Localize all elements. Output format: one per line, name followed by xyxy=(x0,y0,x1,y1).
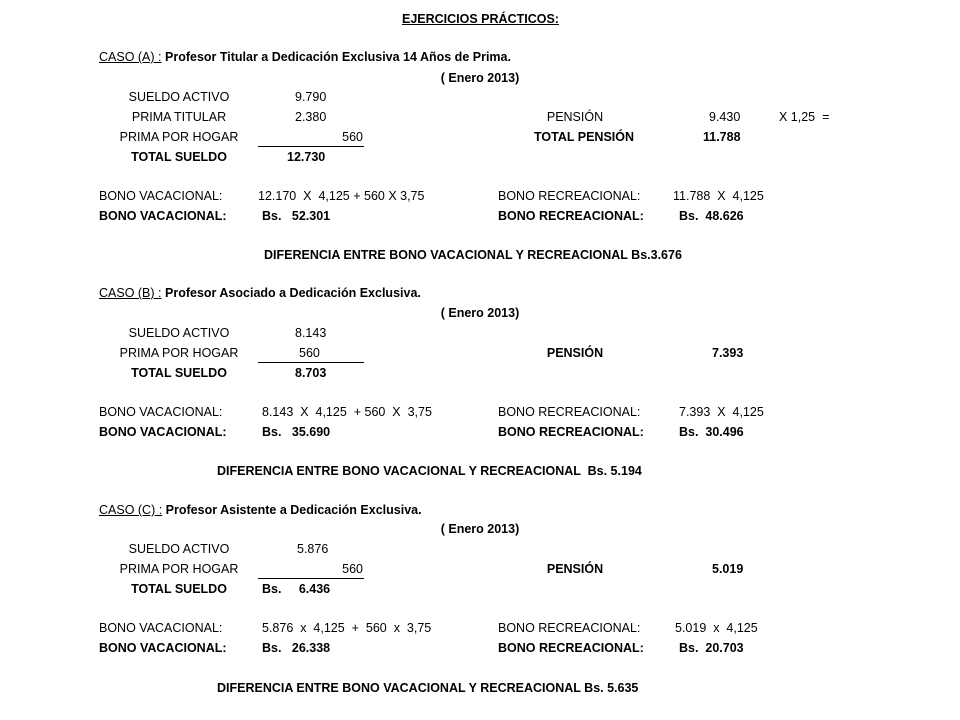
case-a-bono-vac-formula: 12.170 X 4,125 + 560 X 3,75 xyxy=(258,189,425,203)
case-b-pension-label: PENSIÓN xyxy=(546,346,604,360)
case-c-total-label: TOTAL SUELDO xyxy=(131,582,227,596)
case-c-description: Profesor Asistente a Dedicación Exclusiva. xyxy=(162,503,422,517)
case-a-bono-vac-label: BONO VACACIONAL: xyxy=(99,189,223,203)
case-c-bono-rec-result-label: BONO RECREACIONAL: xyxy=(498,641,644,655)
case-a-heading xyxy=(99,49,511,65)
case-b-diferencia: DIFERENCIA ENTRE BONO VACACIONAL Y RECREACIONAL Bs. 5.194 xyxy=(217,464,642,478)
case-b-row-label: SUELDO ACTIVO xyxy=(128,326,230,340)
case-b-description: Profesor Asociado a Dedicación Exclusiva. xyxy=(161,286,421,300)
case-c-bono-vac-result-label: BONO VACACIONAL: xyxy=(99,641,227,655)
case-c-bono-rec-result: Bs. 20.703 xyxy=(679,641,744,655)
case-b-total-value: 8.703 xyxy=(295,366,327,380)
case-b-pension-value: 7.393 xyxy=(712,346,744,360)
case-c-bono-rec-label: BONO RECREACIONAL: xyxy=(498,621,641,635)
case-c-row-label: SUELDO ACTIVO xyxy=(128,542,230,556)
case-b-row-value: 8.143 xyxy=(295,326,327,340)
case-c-row-value: 5.876 xyxy=(297,542,329,556)
case-b-heading xyxy=(99,285,421,301)
case-a-row-value: 560 xyxy=(342,130,363,144)
case-a-bono-vac-result: Bs. 52.301 xyxy=(262,209,331,223)
case-b-bono-rec-result: Bs. 30.496 xyxy=(679,425,744,439)
case-c-bono-vac-formula: 5.876 x 4,125 + 560 x 3,75 xyxy=(262,621,432,635)
case-b-label: CASO (B) : xyxy=(99,286,162,300)
case-a-row-value: 9.790 xyxy=(295,90,327,104)
case-a-bono-rec-result-label: BONO RECREACIONAL: xyxy=(498,209,644,223)
case-c-row-label: PRIMA POR HOGAR xyxy=(119,562,239,576)
case-b-bono-rec-formula: 7.393 X 4,125 xyxy=(679,405,764,419)
case-b-bono-rec-result-label: BONO RECREACIONAL: xyxy=(498,425,644,439)
case-c-diferencia: DIFERENCIA ENTRE BONO VACACIONAL Y RECREACIONAL Bs. 5.635 xyxy=(217,681,639,695)
case-b-row-label: PRIMA POR HOGAR xyxy=(119,346,239,360)
case-b-bono-rec-label: BONO RECREACIONAL: xyxy=(498,405,641,419)
case-b-sum-line xyxy=(258,362,364,363)
page-title: EJERCICIOS PRÁCTICOS: xyxy=(402,12,559,26)
case-a-description: Profesor Titular a Dedicación Exclusiva 14 Años de Prima. xyxy=(161,50,511,64)
case-a-bono-vac-result-label: BONO VACACIONAL: xyxy=(99,209,227,223)
case-b-bono-vac-result-label: BONO VACACIONAL: xyxy=(99,425,227,439)
case-b-bono-vac-formula: 8.143 X 4,125 + 560 X 3,75 xyxy=(262,405,432,419)
case-a-total-pension-label: TOTAL PENSIÓN xyxy=(534,130,635,144)
case-a-total-label: TOTAL SUELDO xyxy=(131,150,227,164)
case-b-row-value: 560 xyxy=(299,346,320,360)
case-a-period: ( Enero 2013) xyxy=(440,71,520,85)
case-a-row-label: PRIMA TITULAR xyxy=(131,110,227,124)
case-c-sum-line xyxy=(258,578,364,579)
case-a-row-label: SUELDO ACTIVO xyxy=(128,90,230,104)
case-c-bono-vac-label: BONO VACACIONAL: xyxy=(99,621,223,635)
case-c-pension-label: PENSIÓN xyxy=(546,562,604,576)
case-c-bono-vac-result: Bs. 26.338 xyxy=(262,641,331,655)
case-a-bono-rec-result: Bs. 48.626 xyxy=(679,209,744,223)
case-b-total-label: TOTAL SUELDO xyxy=(131,366,227,380)
case-a-pension-factor: X 1,25 = xyxy=(779,110,830,124)
case-c-period: ( Enero 2013) xyxy=(440,522,520,536)
case-c-pension-value: 5.019 xyxy=(712,562,744,576)
case-b-bono-vac-label: BONO VACACIONAL: xyxy=(99,405,223,419)
case-b-bono-vac-result: Bs. 35.690 xyxy=(262,425,331,439)
case-c-heading xyxy=(99,502,422,518)
case-a-bono-rec-formula: 11.788 X 4,125 xyxy=(673,189,764,203)
case-c-row-value: 560 xyxy=(342,562,363,576)
case-a-row-label: PRIMA POR HOGAR xyxy=(119,130,239,144)
case-a-pension-value: 9.430 xyxy=(709,110,741,124)
case-c-bono-rec-formula: 5.019 x 4,125 xyxy=(675,621,758,635)
case-c-label: CASO (C) : xyxy=(99,503,163,517)
case-a-total-pension-value: 11.788 xyxy=(703,130,741,144)
case-a-total-value: 12.730 xyxy=(287,150,326,164)
case-a-row-value: 2.380 xyxy=(295,110,327,124)
case-a-sum-line xyxy=(258,146,364,147)
case-b-period: ( Enero 2013) xyxy=(440,306,520,320)
case-a-diferencia: DIFERENCIA ENTRE BONO VACACIONAL Y RECREACIONAL Bs.3.676 xyxy=(264,248,682,262)
case-a-bono-rec-label: BONO RECREACIONAL: xyxy=(498,189,641,203)
case-a-pension-label: PENSIÓN xyxy=(546,110,604,124)
case-a-label: CASO (A) : xyxy=(99,50,162,64)
case-c-total-value: Bs. 6.436 xyxy=(262,582,331,596)
